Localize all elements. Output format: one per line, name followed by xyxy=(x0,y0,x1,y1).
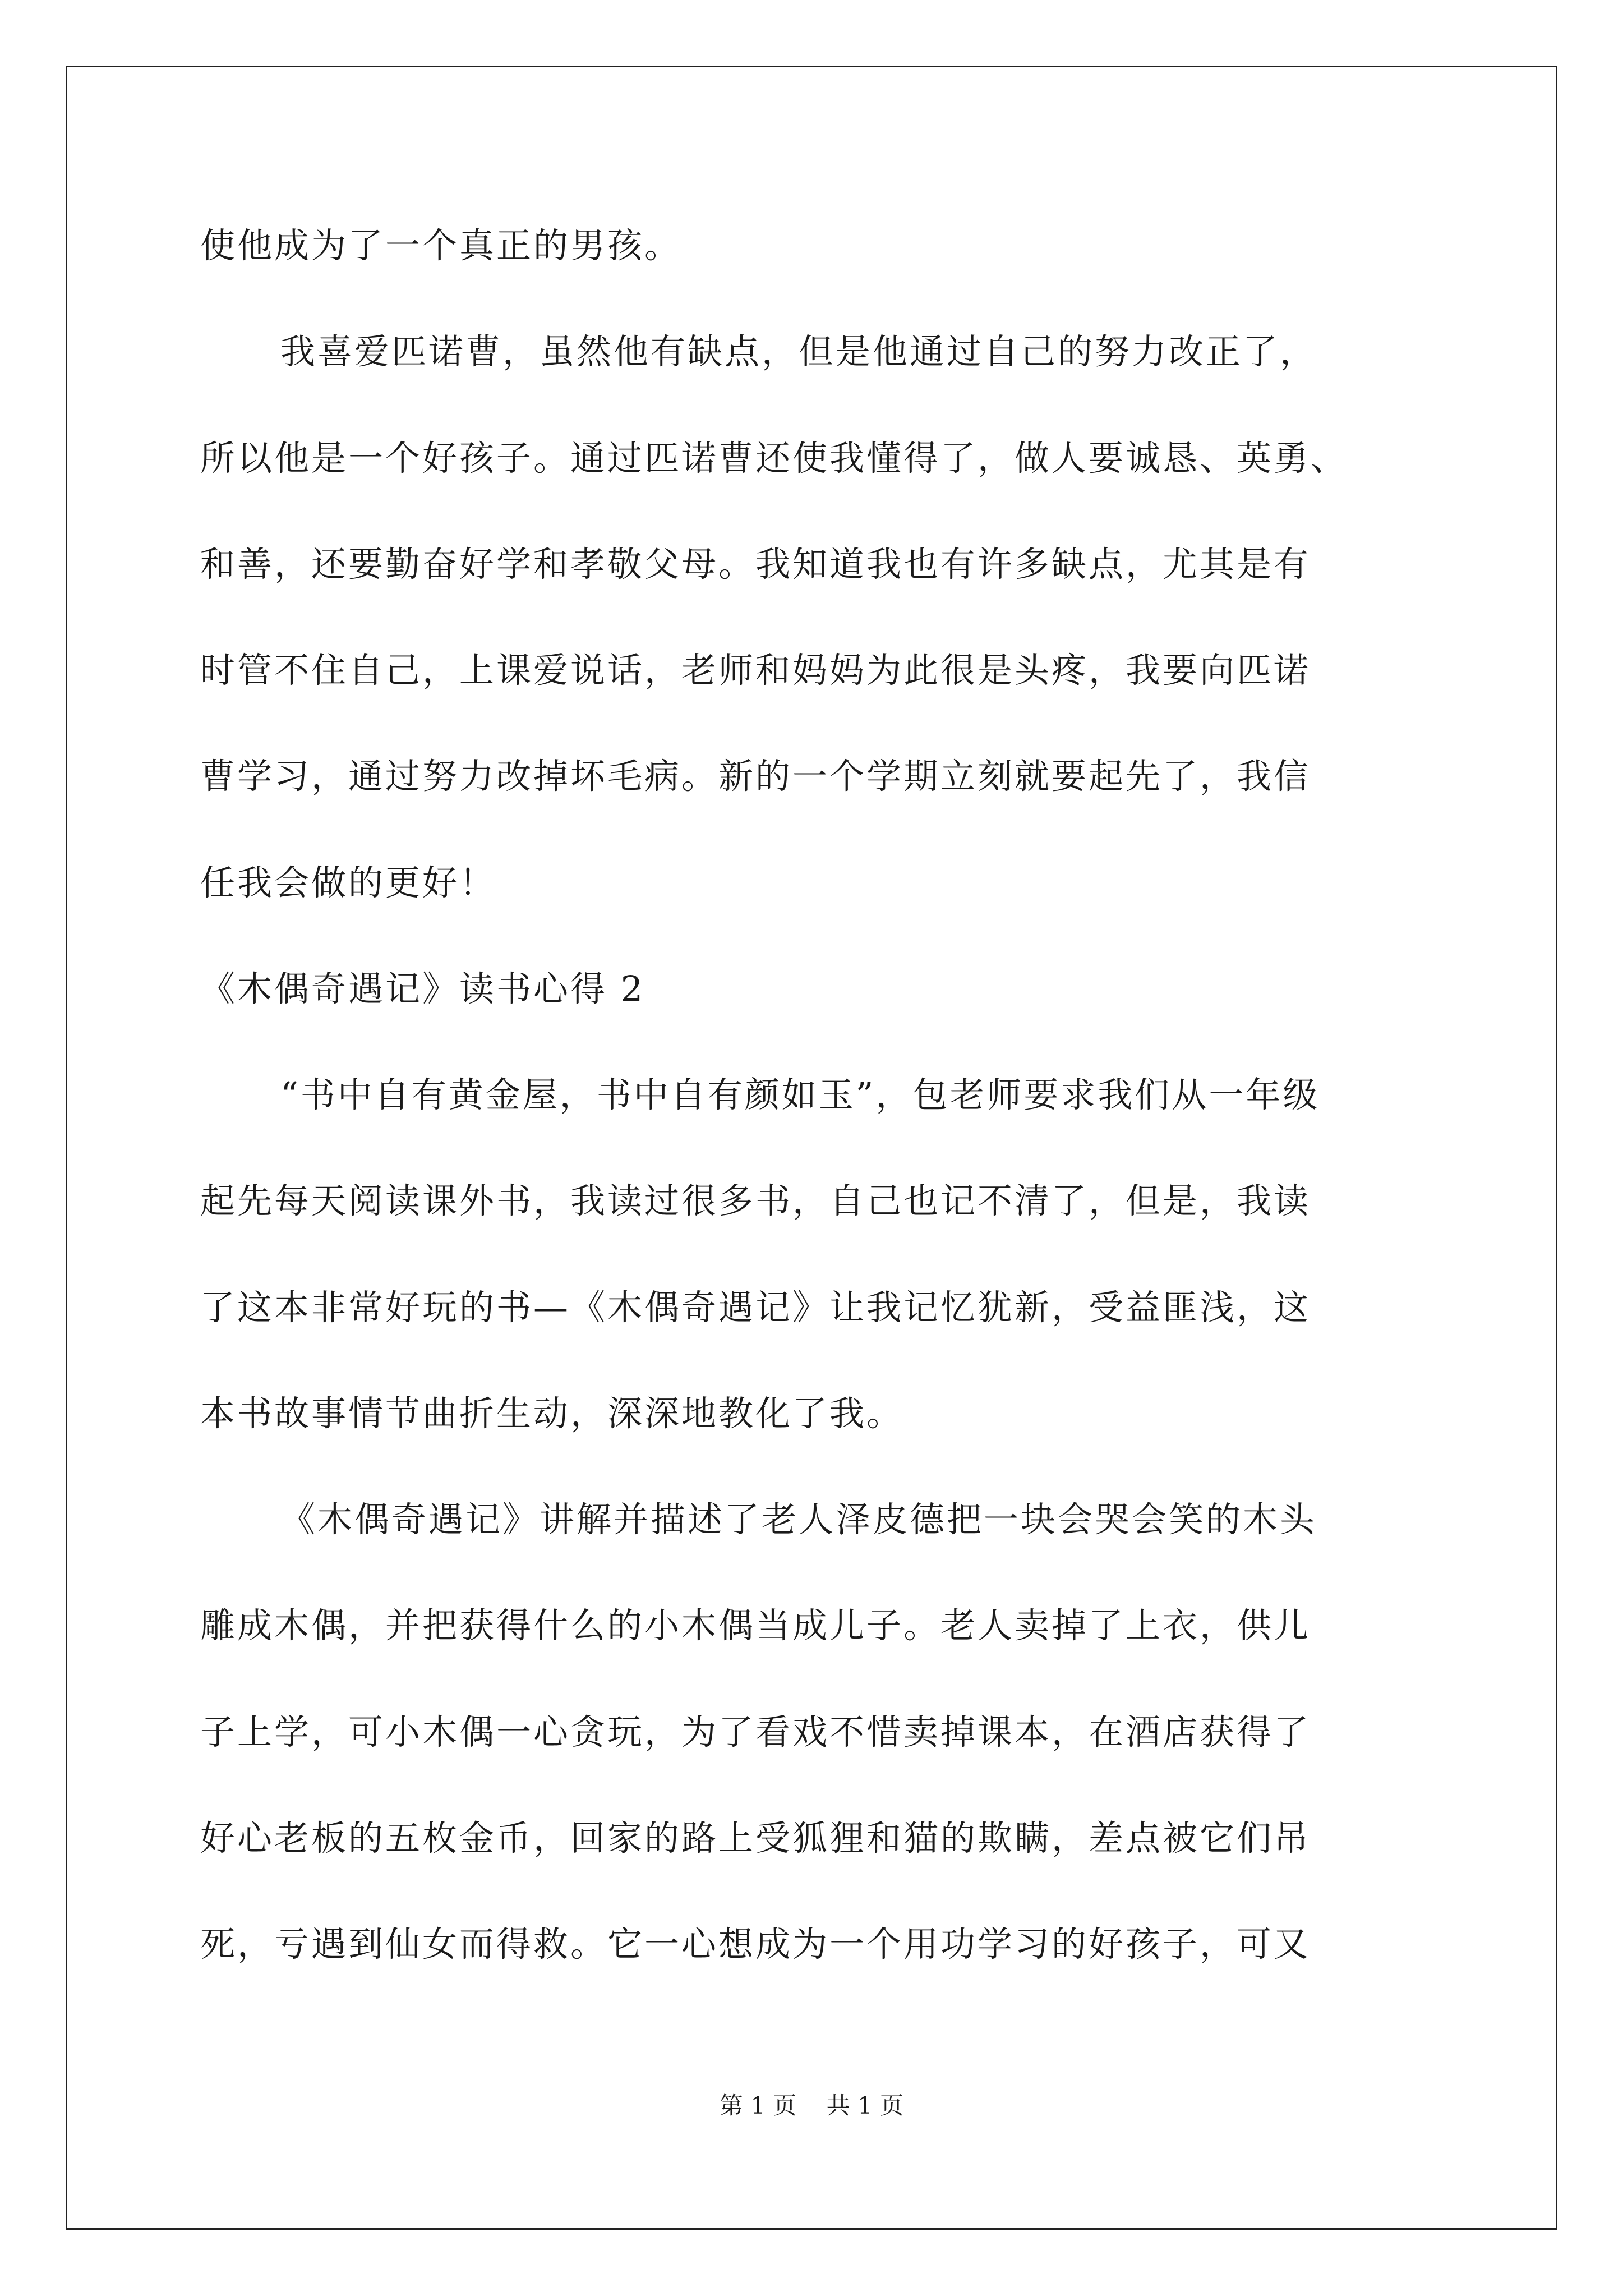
paragraph-line: 雕成木偶，并把获得什么的小木偶当成儿子。老人卖掉了上衣，供儿 xyxy=(200,1605,1311,1646)
paragraph-line: 本书故事情节曲折生动，深深地教化了我。 xyxy=(200,1393,904,1434)
paragraph-line: 起先每天阅读课外书，我读过很多书，自己也记不清了，但是，我读 xyxy=(200,1180,1311,1221)
paragraph-line: 所以他是一个好孩子。通过匹诺曹还使我懂得了，做人要诚恳、英勇、 xyxy=(200,438,1348,478)
paragraph-line: 和善，还要勤奋好学和孝敬父母。我知道我也有许多缺点，尤其是有 xyxy=(200,544,1311,585)
paragraph-line: 时管不住自己，上课爱说话，老师和妈妈为此很是头疼，我要向匹诺 xyxy=(200,650,1311,691)
paragraph-line: 使他成为了一个真正的男孩。 xyxy=(200,225,682,266)
paragraph-line: 我喜爱匹诺曹，虽然他有缺点，但是他通过自己的努力改正了， xyxy=(280,331,1317,372)
paragraph-line: 任我会做的更好！ xyxy=(200,862,497,903)
paragraph-line: 曹学习，通过努力改掉坏毛病。新的一个学期立刻就要起先了，我信 xyxy=(200,756,1311,797)
page-footer: 第 1 页 共 1 页 xyxy=(719,2092,904,2119)
paragraph-line: 死，亏遇到仙女而得救。它一心想成为一个用功学习的好孩子，可又 xyxy=(200,1924,1311,1964)
paragraph-line: 好心老板的五枚金币，回家的路上受狐狸和猫的欺瞒，差点被它们吊 xyxy=(200,1818,1311,1858)
section-heading: 《木偶奇遇记》读书心得 2 xyxy=(200,968,645,1009)
paragraph-line: 子上学，可小木偶一心贪玩，为了看戏不惜卖掉课本，在酒店获得了 xyxy=(200,1711,1311,1752)
paragraph-line: “书中自有黄金屋，书中自有颜如玉”，包老师要求我们从一年级 xyxy=(280,1074,1320,1115)
paragraph-line: 《木偶奇遇记》讲解并描述了老人泽皮德把一块会哭会笑的木头 xyxy=(280,1499,1317,1540)
paragraph-line: 了这本非常好玩的书—《木偶奇遇记》让我记忆犹新，受益匪浅，这 xyxy=(200,1287,1311,1328)
page-border xyxy=(66,66,1557,2230)
